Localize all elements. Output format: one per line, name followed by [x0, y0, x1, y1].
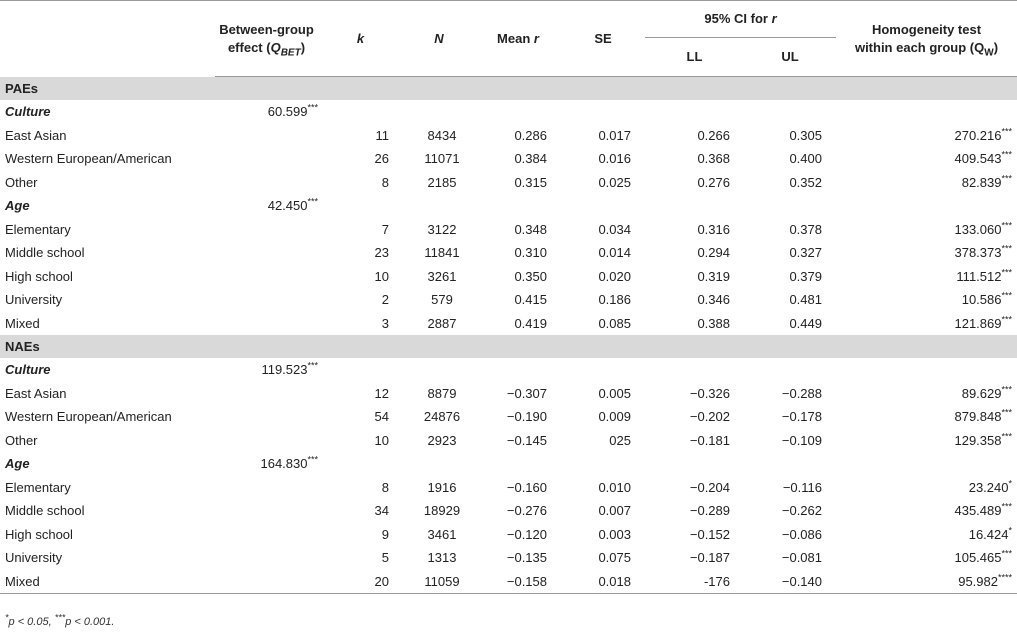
group-qbet — [215, 452, 318, 476]
cell-ul: 0.327 — [789, 245, 822, 261]
qw-significance: *** — [1001, 407, 1012, 418]
table-row — [0, 218, 1017, 242]
qw-value: 111.512 — [956, 268, 1002, 284]
cell-mean-r: 0.419 — [514, 315, 547, 331]
empty-cell — [215, 570, 318, 594]
cell-mean-r: 0.310 — [514, 245, 547, 261]
header-ci-var: r — [771, 11, 777, 26]
cell-qw — [836, 382, 1017, 406]
cell-qw — [836, 499, 1017, 523]
qbet-significance: *** — [307, 196, 318, 207]
table-row — [0, 124, 1017, 148]
cell-k: 20 — [318, 570, 403, 594]
cell-se: 0.017 — [598, 127, 631, 143]
group-qbet — [215, 194, 318, 218]
footnote-sig1-text: p < 0.05, — [8, 616, 55, 628]
empty-cell — [744, 452, 836, 476]
cell-k: 3 — [381, 315, 389, 331]
row-label: High school — [5, 526, 73, 542]
cell-mean-r: −0.120 — [506, 526, 547, 542]
row-label: Other — [5, 174, 38, 190]
header-mean-r-label: Mean — [497, 30, 534, 46]
empty-cell — [561, 358, 645, 382]
qbet-value: 60.599 — [267, 104, 308, 120]
row-label: Mixed — [5, 315, 40, 331]
cell-n: 11841 — [424, 245, 460, 261]
cell-ll: 0.368 — [697, 151, 730, 167]
section-row — [0, 77, 1017, 101]
header-homog-line2: within each group (Q — [854, 39, 985, 55]
qbet-value: 119.523 — [261, 362, 308, 378]
cell-ul: 0.379 — [789, 268, 822, 284]
cell-qw — [836, 241, 1017, 265]
empty-cell — [215, 499, 318, 523]
header-homog-line1: Homogeneity test — [871, 21, 982, 37]
table-row — [0, 523, 1017, 547]
empty-cell — [475, 100, 561, 124]
cell-ul: −0.116 — [782, 479, 822, 495]
empty-cell — [215, 147, 318, 171]
cell-n: 2923 — [427, 432, 457, 448]
cell-ll: 0.266 — [697, 127, 730, 143]
qw-value: 89.629 — [961, 385, 1002, 401]
footnote-sig2-mark: *** — [54, 612, 66, 623]
cell-mean-r: 0.348 — [514, 221, 547, 237]
cell-n: 579 — [431, 292, 453, 308]
header-k — [318, 1, 403, 77]
header-ll-label: LL — [686, 49, 703, 64]
cell-mean-r: 0.350 — [514, 268, 547, 284]
qw-value: 435.489 — [954, 503, 1002, 519]
cell-ul: −0.262 — [781, 503, 822, 519]
cell-n: 2185 — [427, 174, 457, 190]
row-label: Western European/American — [5, 409, 172, 425]
qw-value: 409.543 — [954, 151, 1002, 167]
table-row — [0, 171, 1017, 195]
cell-ll: 0.276 — [697, 174, 730, 190]
cell-se: 0.020 — [598, 268, 631, 284]
cell-ul: 0.305 — [789, 127, 822, 143]
cell-se: 0.034 — [598, 221, 631, 237]
cell-mean-r: −0.160 — [506, 479, 547, 495]
cell-k: 23 — [374, 245, 389, 261]
table-row — [0, 288, 1017, 312]
empty-cell — [318, 194, 403, 218]
cell-ll: −0.289 — [689, 503, 730, 519]
empty-cell — [215, 265, 318, 289]
qw-value: 133.060 — [954, 221, 1002, 237]
cell-ul: 0.400 — [789, 151, 822, 167]
empty-cell — [836, 452, 1017, 476]
cell-ul: 0.481 — [789, 292, 822, 308]
empty-cell — [475, 358, 561, 382]
row-label: Mixed — [0, 570, 215, 594]
cell-ul: 0.378 — [789, 221, 822, 237]
qw-value: 129.358 — [954, 432, 1002, 448]
table-row — [0, 476, 1017, 500]
cell-se: 0.007 — [598, 503, 631, 519]
header-homogeneity — [836, 1, 1017, 77]
cell-ll: −0.187 — [689, 550, 730, 566]
qw-value: 95.982 — [958, 573, 998, 589]
header-se-label: SE — [594, 30, 612, 46]
header-qbet-subscript: BET — [280, 47, 301, 59]
cell-ll: −0.204 — [689, 479, 730, 495]
section-title: NAEs — [0, 335, 1017, 358]
cell-ll: 0.346 — [697, 292, 730, 308]
header-ul-label: UL — [781, 49, 799, 64]
qbet-significance: *** — [307, 102, 318, 113]
table-row — [0, 429, 1017, 453]
empty-cell — [403, 194, 475, 218]
table-body — [0, 77, 1017, 594]
section-row — [0, 335, 1017, 358]
group-qbet — [215, 100, 318, 124]
row-label: Middle school — [5, 245, 85, 261]
qw-value: 879.848 — [954, 409, 1002, 425]
qw-significance: *** — [1001, 431, 1012, 442]
qw-significance: *** — [1001, 384, 1012, 395]
cell-ul: 0.352 — [789, 174, 822, 190]
cell-k: 54 — [374, 409, 389, 425]
cell-ul: 0.449 — [789, 315, 822, 331]
row-label: East Asian — [5, 127, 67, 143]
cell-qw — [836, 312, 1017, 336]
header-label-blank — [0, 1, 215, 77]
empty-cell — [215, 312, 318, 336]
table-row — [0, 499, 1017, 523]
cell-qw — [836, 570, 1017, 594]
cell-n: 18929 — [423, 503, 461, 519]
cell-ul: −0.086 — [781, 526, 822, 542]
empty-cell — [318, 358, 403, 382]
cell-k: 9 — [381, 526, 389, 542]
cell-mean-r: −0.158 — [475, 570, 561, 594]
empty-cell — [403, 100, 475, 124]
cell-ul: −0.109 — [781, 432, 822, 448]
header-mean-r-var: r — [533, 30, 539, 46]
cell-qw — [836, 405, 1017, 429]
group-label: Age — [5, 456, 30, 472]
group-row — [0, 358, 1017, 382]
qw-significance: *** — [1001, 290, 1012, 301]
qw-significance: *** — [1001, 267, 1012, 278]
cell-n: 8434 — [427, 127, 457, 143]
cell-mean-r: −0.190 — [506, 409, 547, 425]
row-label: East Asian — [5, 385, 67, 401]
cell-qw — [836, 429, 1017, 453]
qw-value: 121.869 — [954, 315, 1002, 331]
cell-n: 3261 — [427, 268, 457, 284]
qw-value: 270.216 — [954, 127, 1002, 143]
cell-k: 26 — [374, 151, 389, 167]
table-row — [0, 546, 1017, 570]
cell-k: 7 — [381, 221, 389, 237]
empty-cell — [215, 288, 318, 312]
empty-cell — [836, 100, 1017, 124]
row-label: University — [5, 550, 63, 566]
empty-cell — [215, 124, 318, 148]
cell-n: 11071 — [424, 151, 460, 167]
qbet-significance: *** — [307, 360, 318, 371]
qw-value: 105.465 — [954, 550, 1002, 566]
cell-mean-r: −0.135 — [506, 550, 547, 566]
group-row — [0, 452, 1017, 476]
cell-n: 2887 — [427, 315, 457, 331]
qw-significance: *** — [1001, 314, 1012, 325]
row-label: Elementary — [5, 221, 71, 237]
qw-significance: * — [1008, 525, 1012, 536]
footnote — [5, 612, 115, 628]
cell-mean-r: 0.384 — [514, 151, 547, 167]
cell-ll: −0.326 — [689, 385, 730, 401]
cell-k: 8 — [381, 174, 389, 190]
qw-significance: **** — [997, 572, 1012, 583]
cell-ul: −0.081 — [781, 550, 822, 566]
cell-ul: −0.140 — [744, 570, 836, 594]
table-row — [0, 241, 1017, 265]
cell-se: 0.075 — [598, 550, 631, 566]
row-label: High school — [5, 268, 73, 284]
empty-cell — [836, 194, 1017, 218]
qw-significance: *** — [1001, 548, 1012, 559]
empty-cell — [215, 523, 318, 547]
cell-qw — [836, 171, 1017, 195]
cell-qw — [836, 523, 1017, 547]
cell-ll: −0.202 — [689, 409, 730, 425]
qw-value: 23.240 — [968, 479, 1009, 495]
table-row — [0, 382, 1017, 406]
group-row — [0, 194, 1017, 218]
qw-value: 16.424 — [968, 526, 1009, 542]
empty-cell — [403, 358, 475, 382]
empty-cell — [215, 218, 318, 242]
empty-cell — [561, 100, 645, 124]
cell-ul: −0.288 — [781, 385, 822, 401]
cell-se: 0.085 — [598, 315, 631, 331]
header-se — [561, 1, 645, 77]
qw-value: 82.839 — [961, 174, 1002, 190]
header-ci-label: 95% CI for — [704, 11, 772, 26]
cell-ll: −0.181 — [689, 432, 730, 448]
header-ll — [645, 38, 744, 77]
empty-cell — [215, 476, 318, 500]
cell-ll: 0.294 — [697, 245, 730, 261]
group-label: Culture — [5, 362, 51, 378]
cell-se: 0.025 — [598, 174, 631, 190]
cell-mean-r: 0.415 — [514, 292, 547, 308]
header-between-group — [215, 1, 318, 77]
cell-k: 8 — [381, 479, 389, 495]
row-label: University — [5, 292, 63, 308]
cell-mean-r: −0.307 — [506, 385, 547, 401]
empty-cell — [318, 100, 403, 124]
empty-cell — [215, 405, 318, 429]
cell-n: 3122 — [427, 221, 457, 237]
cell-se: 0.005 — [598, 385, 631, 401]
header-qbet-symbol: Q — [270, 39, 281, 55]
cell-qw — [836, 147, 1017, 171]
empty-cell — [561, 452, 645, 476]
qw-significance: *** — [1001, 220, 1012, 231]
empty-cell — [215, 546, 318, 570]
empty-cell — [836, 358, 1017, 382]
cell-n: 1313 — [427, 550, 457, 566]
cell-ul: −0.178 — [781, 409, 822, 425]
cell-k: 34 — [374, 503, 389, 519]
table-row — [0, 405, 1017, 429]
empty-cell — [645, 358, 744, 382]
qw-significance: * — [1008, 478, 1012, 489]
row-label: Other — [5, 432, 38, 448]
group-label: Age — [5, 198, 30, 214]
table-header — [0, 1, 1017, 77]
row-label: Middle school — [5, 503, 85, 519]
qbet-value: 42.450 — [267, 198, 308, 214]
cell-k: 5 — [381, 550, 389, 566]
cell-k: 12 — [374, 385, 389, 401]
empty-cell — [475, 452, 561, 476]
empty-cell — [318, 452, 403, 476]
empty-cell — [744, 194, 836, 218]
empty-cell — [645, 194, 744, 218]
qw-significance: *** — [1001, 243, 1012, 254]
header-qw-subscript: W — [984, 47, 994, 59]
empty-cell — [645, 452, 744, 476]
group-qbet — [215, 358, 318, 382]
header-n-label: N — [434, 30, 444, 46]
footnote-sig1-mark: * — [5, 612, 9, 623]
cell-qw — [836, 265, 1017, 289]
cell-k: 2 — [381, 292, 389, 308]
header-mean-r — [475, 1, 561, 77]
table-row — [0, 312, 1017, 336]
cell-se: 0.003 — [598, 526, 631, 542]
qw-value: 10.586 — [961, 292, 1002, 308]
cell-se: 0.016 — [598, 151, 631, 167]
cell-mean-r: −0.276 — [506, 503, 547, 519]
row-label: Elementary — [5, 479, 71, 495]
qw-significance: *** — [1001, 173, 1012, 184]
qw-value: 378.373 — [954, 245, 1002, 261]
header-ul — [744, 38, 836, 77]
table-row — [0, 147, 1017, 171]
cell-se: 0.014 — [598, 245, 631, 261]
header-ci — [645, 1, 836, 38]
header-homog-close: ) — [993, 39, 999, 55]
cell-k: 11 — [375, 127, 389, 143]
cell-k: 10 — [374, 268, 389, 284]
cell-ll: 0.388 — [697, 315, 730, 331]
row-label: Western European/American — [5, 151, 172, 167]
cell-n: 11059 — [403, 570, 475, 594]
qbet-value: 164.830 — [260, 456, 308, 472]
group-label: Culture — [5, 104, 51, 120]
cell-mean-r: 0.315 — [514, 174, 547, 190]
qbet-significance: *** — [307, 454, 318, 465]
cell-ll: -176 — [645, 570, 744, 594]
cell-qw — [836, 476, 1017, 500]
table-row — [0, 570, 1017, 594]
group-row — [0, 100, 1017, 124]
empty-cell — [744, 100, 836, 124]
empty-cell — [215, 241, 318, 265]
cell-se: 0.018 — [561, 570, 645, 594]
section-title: PAEs — [0, 77, 1017, 101]
empty-cell — [215, 171, 318, 195]
cell-se: 0.009 — [598, 409, 631, 425]
cell-n: 8879 — [427, 385, 457, 401]
header-k-label: k — [356, 30, 365, 46]
table-row — [0, 265, 1017, 289]
cell-ll: 0.319 — [697, 268, 730, 284]
footnote-sig2-text: p < 0.001. — [65, 616, 115, 628]
cell-n: 3461 — [427, 526, 457, 542]
cell-se: 0.186 — [598, 292, 631, 308]
cell-se: 025 — [609, 432, 631, 448]
empty-cell — [403, 452, 475, 476]
empty-cell — [215, 429, 318, 453]
cell-mean-r: 0.286 — [514, 127, 547, 143]
cell-n: 24876 — [423, 409, 461, 425]
header-between-group-line2: effect ( — [227, 39, 271, 55]
cell-qw — [836, 288, 1017, 312]
cell-qw — [836, 546, 1017, 570]
cell-n: 1916 — [427, 479, 457, 495]
empty-cell — [215, 382, 318, 406]
header-between-group-close: ) — [300, 39, 306, 55]
empty-cell — [744, 358, 836, 382]
qw-significance: *** — [1001, 126, 1012, 137]
cell-qw — [836, 124, 1017, 148]
cell-ll: −0.152 — [689, 526, 730, 542]
cell-k: 10 — [374, 432, 389, 448]
cell-mean-r: −0.145 — [506, 432, 547, 448]
qw-significance: *** — [1001, 501, 1012, 512]
empty-cell — [475, 194, 561, 218]
empty-cell — [645, 100, 744, 124]
empty-cell — [561, 194, 645, 218]
qw-significance: *** — [1001, 149, 1012, 160]
header-n — [403, 1, 475, 77]
cell-ll: 0.316 — [697, 221, 730, 237]
cell-se: 0.010 — [598, 479, 631, 495]
header-between-group-line1: Between-group — [219, 21, 314, 37]
cell-qw — [836, 218, 1017, 242]
